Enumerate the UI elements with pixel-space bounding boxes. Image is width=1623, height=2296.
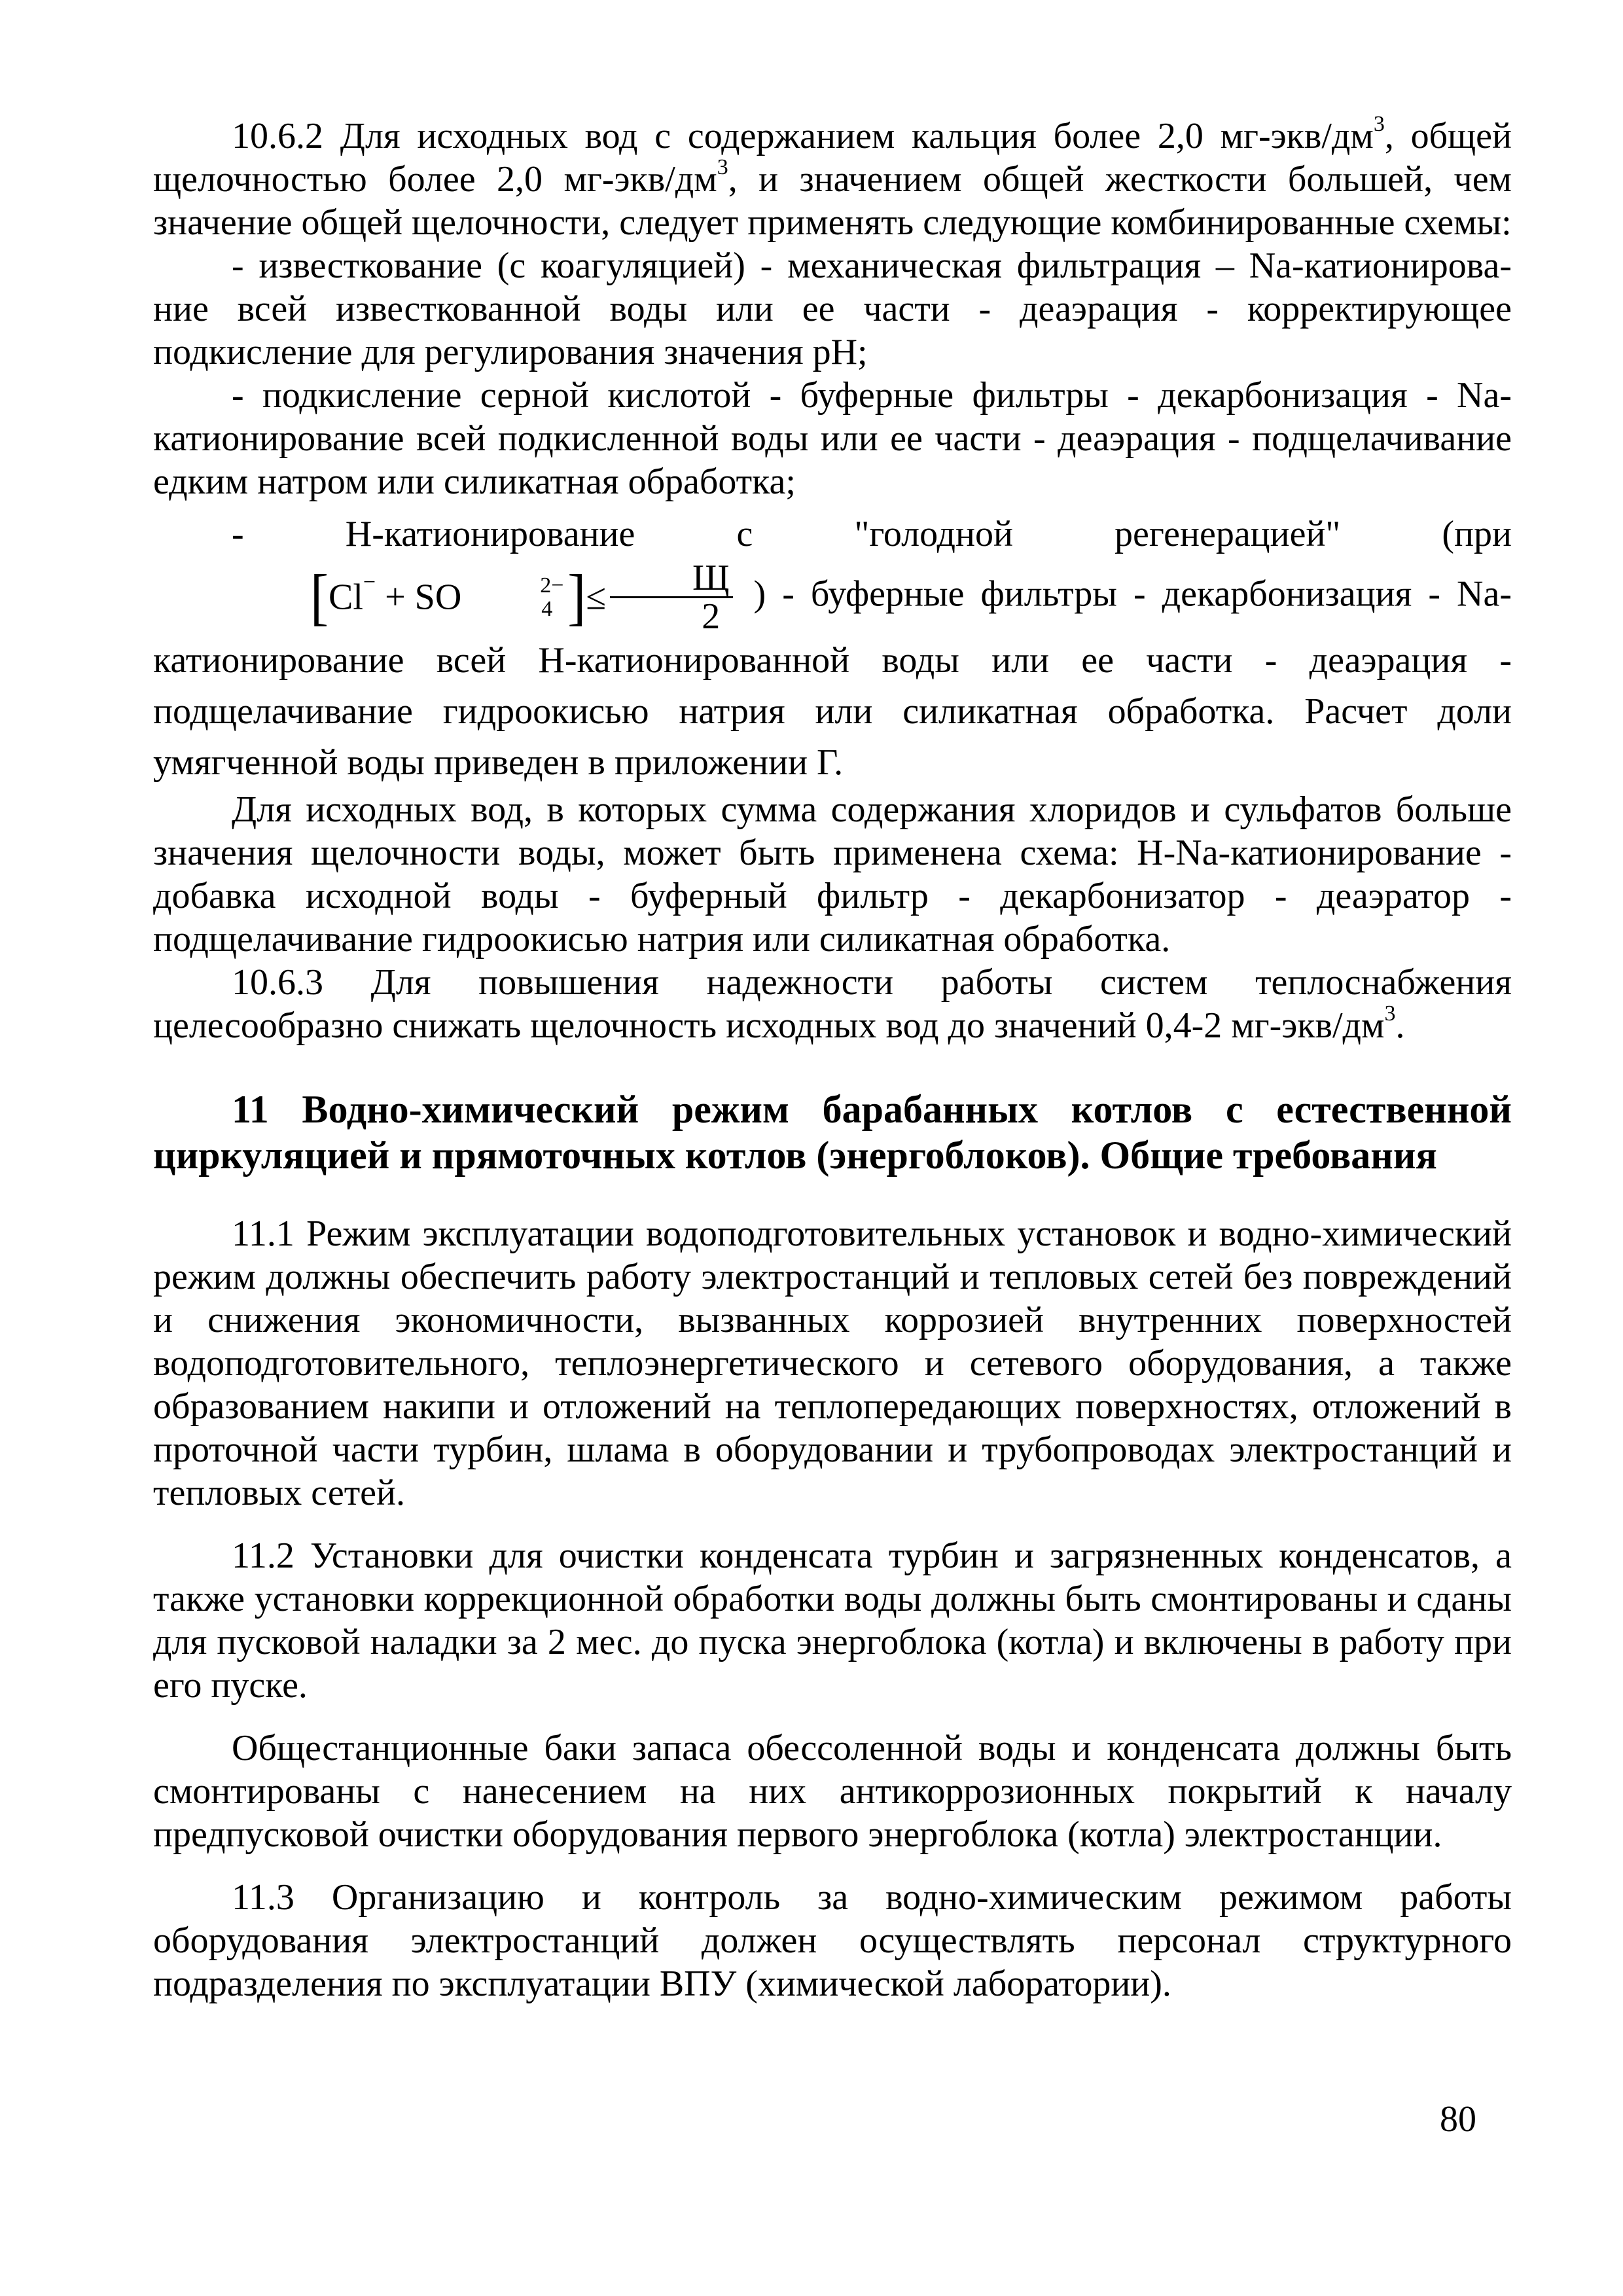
paragraph-text: 10.6.2 Для исходных вод с содержанием кальция более 2,0 мг-экв/дм	[232, 116, 1374, 156]
formula-leq: ≤	[586, 577, 606, 618]
fraction-denominator: 2	[702, 596, 721, 637]
formula-bracket: [	[310, 562, 329, 632]
paragraph-11-2: 11.2 Установки для очистки конденсата турбин и загрязненных конденсатов, а также установки коррекционной обработки воды должны быть смонтированы и сданы для пусковой наладки за 2 мес. до пуска энергоблока (котла) и включены в работу при его пуске.	[153, 1535, 1512, 1706]
document-page	[153, 112, 1512, 2005]
paragraph-text: ) - буферные фильтры - декарбонизация - Na-катионирование всей Н-катионированной воды или ее части - деаэрация - подщелачивание гидроокисью натрия или силикатная обработка. Расчет доли умягченной воды приведен в приложении Г.	[153, 573, 1512, 783]
page-number: 80	[1440, 2099, 1476, 2140]
list-item-h-cationization	[153, 509, 1512, 788]
formula-charge: 2−	[540, 573, 564, 598]
paragraph-11-3: 11.3 Организацию и контроль за водно-химическим режимом работы оборудования электростанций должен осуществлять персонал структурного подразделения по эксплуатации ВПУ (химической лаборатории).	[153, 1877, 1512, 2004]
condition-formula	[153, 560, 737, 635]
fraction-numerator: Щ	[610, 560, 734, 598]
paragraph-alternative-scheme: Для исходных вод, в которых сумма содержания хлоридов и сульфатов больше значения щелочности воды, может быть применена схема: H-Na-катионирование - добавка исходной воды - буферный фильтр - декарбонизатор - деаэратор - подщелачивание гидроокисью натрия или силикатная обработка.	[153, 789, 1512, 960]
formula-supsub	[461, 573, 564, 621]
formula-index: 4	[541, 596, 553, 621]
paragraph-11-1: 11.1 Режим эксплуатации водоподготовительных установок и водно-химический режим должны обеспечить работу электростанций и тепловых сетей без повреждений и снижения экономичности, вызванных коррозией внутренних поверхностей водоподготовительного, теплоэнергетического и сетевого оборудования, а также образованием накипи и отложений на теплопередающих поверхностях, отложений в проточной части турбин, шлама в оборудовании и трубопроводах электростанций и тепловых сетей.	[153, 1213, 1512, 1513]
formula-charge: −	[363, 569, 376, 594]
paragraph-10-6-3	[153, 961, 1512, 1047]
superscript: 3	[1373, 112, 1385, 137]
list-item-acidification: - подкисление серной кислотой - буферные фильтры - декарбонизация - Na-катионирование всей подкисленной воды или ее части - деаэрация - подщелачивание едким натром или силикатная обработка;	[153, 375, 1512, 502]
formula-sulfate: + SO	[376, 577, 462, 618]
superscript: 3	[717, 155, 728, 180]
paragraph-text: , и значением общей жесткости большей, чем значение общей щелочности, следует применять следующие комбинированные схемы:	[153, 159, 1512, 243]
paragraph-text: .	[1395, 1005, 1405, 1046]
section-heading: 11 Водно-химический режим барабанных котлов с естественной циркуляцией и прямоточных котлов (энергоблоков). Общие требования	[153, 1088, 1512, 1177]
paragraph-tanks: Общестанционные баки запаса обессоленной воды и конденсата должны быть смонтированы с нанесением на них антикоррозионных покрытий к началу предпусковой очистки оборудования первого энергоблока (котла) электростанции.	[153, 1728, 1512, 1855]
paragraph-text: 10.6.3 Для повышения надежности работы систем теплоснабжения целесообразно снижать щелочность исходных вод до значений 0,4-2 мг-экв/дм	[153, 962, 1512, 1046]
paragraph-text: , общей щелочностью более 2,0 мг-экв/дм	[153, 116, 1512, 200]
formula-chloride: Cl	[328, 577, 363, 618]
paragraph-text: - Н-катионирование с "голодной регенерацией" (при	[232, 514, 1512, 554]
list-item-lime-softening: - известкование (с коагуляцией) - механическая фильтрация – Na-катионирова-ние всей известкованной воды или ее части - деаэрация - корректирующее подкисление для регулирования значения pH;	[153, 245, 1512, 372]
superscript: 3	[1384, 1001, 1396, 1026]
formula-fraction	[610, 560, 734, 635]
paragraph-10-6-2	[153, 112, 1512, 244]
formula-bracket: ]	[567, 562, 586, 632]
